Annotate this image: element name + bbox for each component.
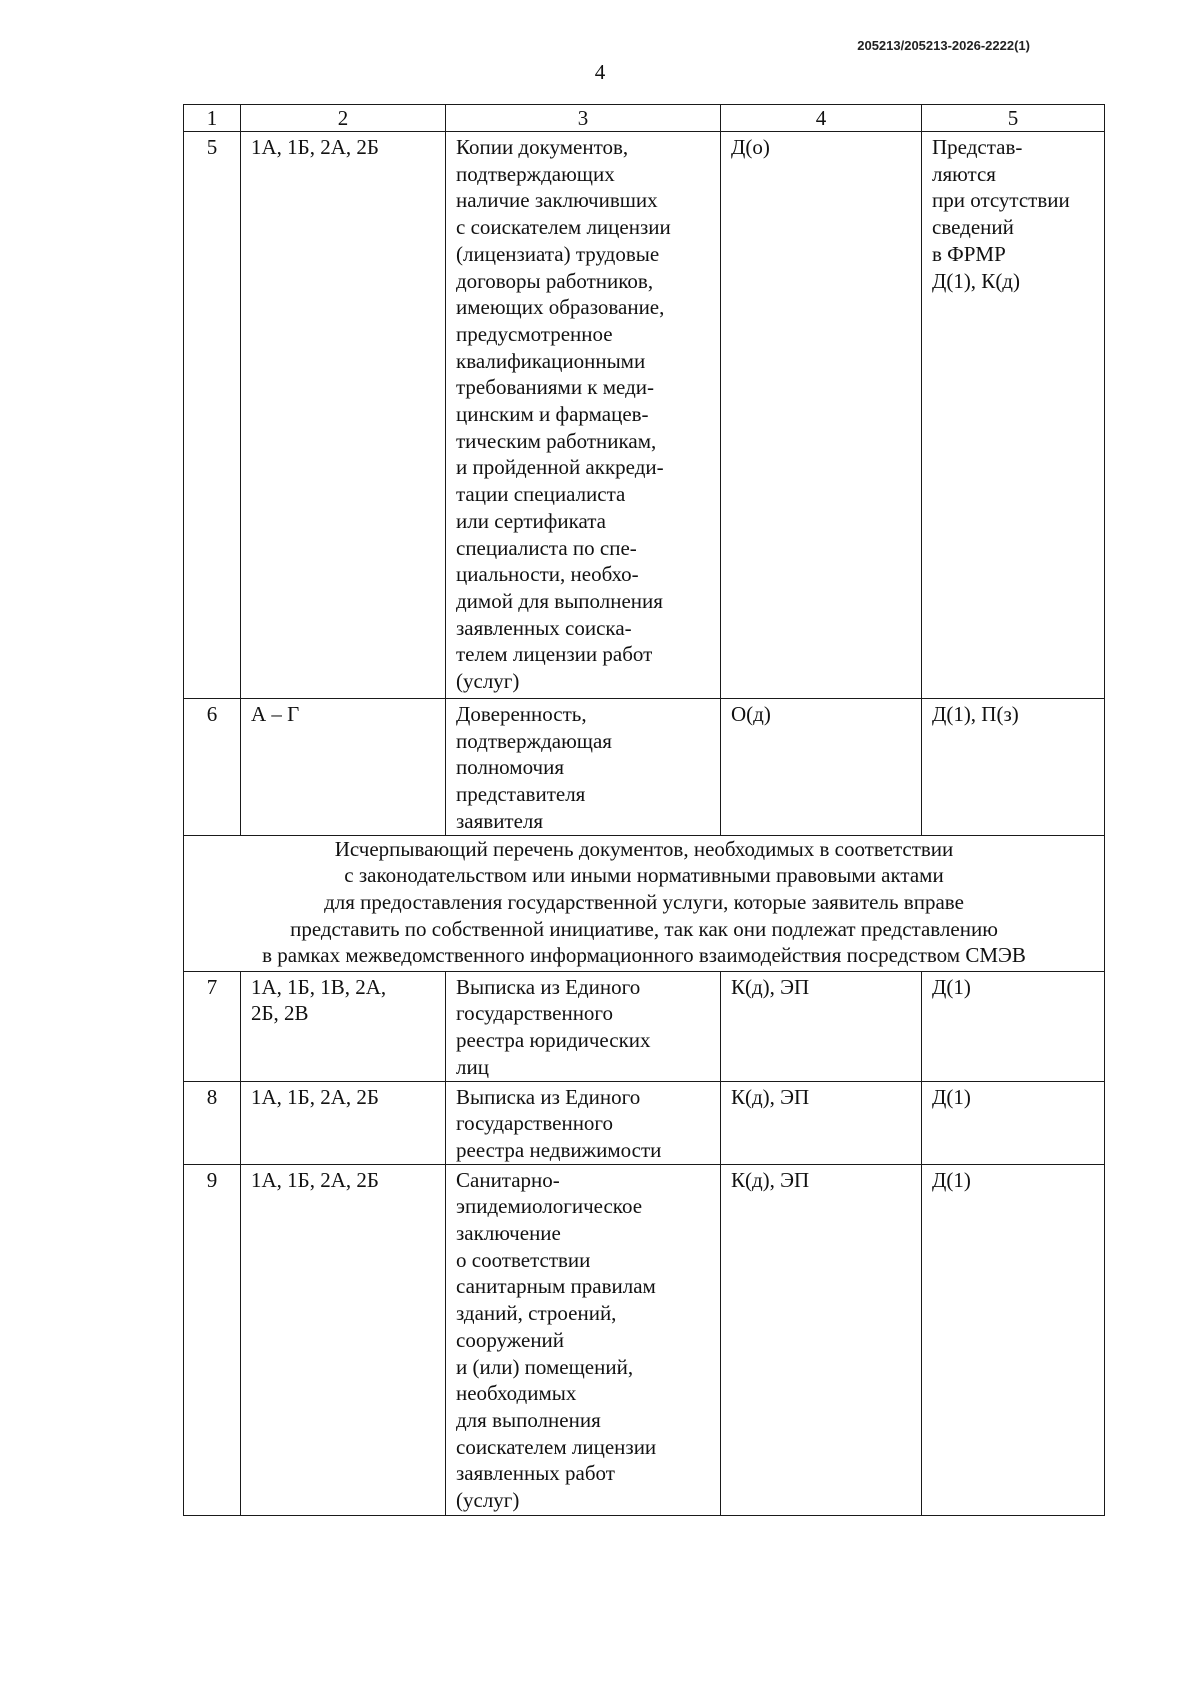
page-number: 4 (594, 60, 606, 84)
column-header-3: 3 (446, 105, 721, 132)
document-form-cell: К(д), ЭП (721, 971, 922, 1081)
document-form-cell: К(д), ЭП (721, 1164, 922, 1515)
document-name-cell: Выписка из Единого государственного реестра юридических лиц (446, 971, 721, 1081)
table-row (184, 132, 1105, 699)
table-row (184, 699, 1105, 836)
section-heading: Исчерпывающий перечень документов, необходимых в соответствии с законодательством или иными нормативными правовыми актами для предоставления государственной услуги, которые заявитель вправе представить по собственной инициативе, так как они подлежат представлению в рамках межведомственного информационного взаимодействия посредством СМЭВ (184, 835, 1105, 971)
document-form-cell: Д(о) (721, 132, 922, 699)
note-cell: Д(1) (922, 1081, 1105, 1164)
table-row (184, 971, 1105, 1081)
applicant-groups-cell: 1А, 1Б, 2А, 2Б (241, 1081, 446, 1164)
document-form-cell: О(д) (721, 699, 922, 836)
note-cell: Д(1) (922, 971, 1105, 1081)
row-number: 7 (184, 971, 241, 1081)
note-cell: Д(1) (922, 1164, 1105, 1515)
table-row (184, 1081, 1105, 1164)
applicant-groups-cell: 1А, 1Б, 2А, 2Б (241, 1164, 446, 1515)
table-header-row (184, 105, 1105, 132)
column-header-1: 1 (184, 105, 241, 132)
document-name-cell: Выписка из Единого государственного реестра недвижимости (446, 1081, 721, 1164)
applicant-groups-cell: 1А, 1Б, 2А, 2Б (241, 132, 446, 699)
row-number: 8 (184, 1081, 241, 1164)
applicant-groups-cell: 1А, 1Б, 1В, 2А, 2Б, 2В (241, 971, 446, 1081)
row-number: 9 (184, 1164, 241, 1515)
document-name-cell: Копии документов, подтверждающих наличие заключивших с соискателем лицензии (лицензиата) трудовые договоры работников, имеющих образование, предусмотренное квалификационными требованиями к меди- цинским и фармацев- тическим работникам, и пройденной аккреди- тации специалиста или сертификата специалиста по спе- циальности, необхо- димой для выполнения заявленных соиска- телем лицензии работ (услуг) (446, 132, 721, 699)
note-cell: Д(1), П(з) (922, 699, 1105, 836)
column-header-2: 2 (241, 105, 446, 132)
column-header-5: 5 (922, 105, 1105, 132)
document-form-cell: К(д), ЭП (721, 1081, 922, 1164)
document-name-cell: Доверенность, подтверждающая полномочия представителя заявителя (446, 699, 721, 836)
table-row (184, 1164, 1105, 1515)
section-heading-row (184, 835, 1105, 971)
row-number: 6 (184, 699, 241, 836)
document-id: 205213/205213-2026-2222(1) (857, 38, 1030, 53)
row-number: 5 (184, 132, 241, 699)
note-cell: Представ- ляются при отсутствии сведений в ФРМР Д(1), К(д) (922, 132, 1105, 699)
column-header-4: 4 (721, 105, 922, 132)
documents-table (183, 104, 1105, 1516)
applicant-groups-cell: А – Г (241, 699, 446, 836)
document-name-cell: Санитарно- эпидемиологическое заключение о соответствии санитарным правилам зданий, строений, сооружений и (или) помещений, необходимых для выполнения соискателем лицензии заявленных работ (услуг) (446, 1164, 721, 1515)
